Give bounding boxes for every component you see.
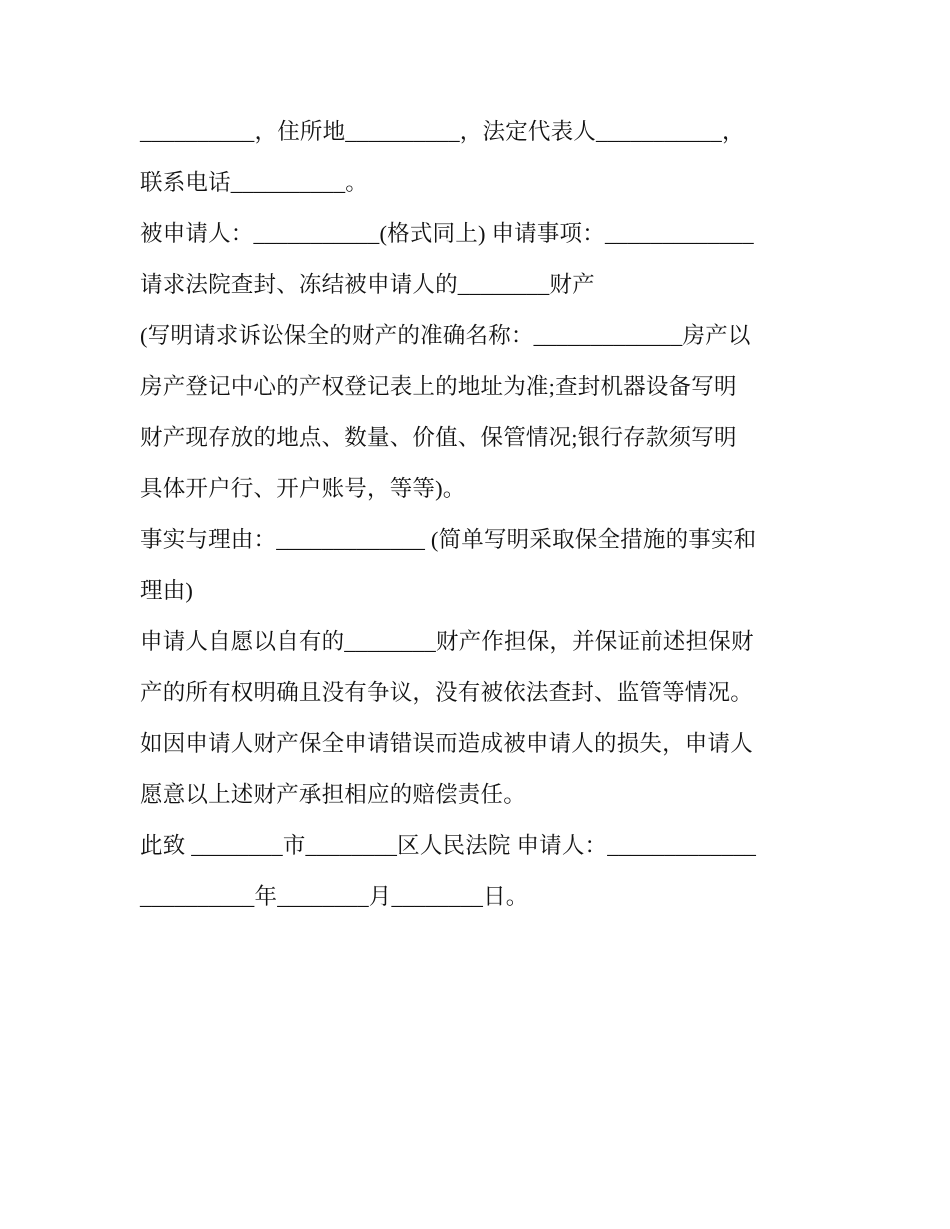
line-property-note-3: 财产现存放的地点、数量、价值、保管情况;银行存款须写明 [140,425,737,450]
line-property-note-4: 具体开户行、开户账号，等等)。 [140,476,466,501]
line-property-note-1: (写明请求诉讼保全的财产的准确名称：_____________房产以 [140,323,751,348]
line-facts-reasons-2: 理由) [140,578,194,603]
line-liability-2: 愿意以上述财产承担相应的赔偿责任。 [140,782,526,807]
line-contact-phone: 联系电话__________。 [140,170,369,195]
line-liability-1: 如因申请人财产保全申请错误而造成被申请人的损失，申请人 [140,731,753,756]
line-addressee: 此致 ________市________区人民法院 申请人：_____________ [140,833,757,858]
line-property-note-2: 房产登记中心的产权登记表上的地址为准;查封机器设备写明 [140,374,737,399]
line-guarantee-2: 产的所有权明确且没有争议，没有被依法查封、监管等情况。 [140,680,753,705]
line-facts-reasons: 事实与理由：_____________ (简单写明采取保全措施的事实和 [140,527,757,552]
line-respondent: 被申请人：___________(格式同上) 申请事项：_____________ [140,221,754,246]
line-guarantee-1: 申请人自愿以自有的________财产作担保，并保证前述担保财 [140,629,754,654]
line-applicant-address: __________，住所地__________，法定代表人___________， [140,119,745,144]
document-body [140,106,820,922]
line-date: __________年________月________日。 [140,884,529,909]
line-request: 请求法院查封、冻结被申请人的________财产 [140,272,595,297]
